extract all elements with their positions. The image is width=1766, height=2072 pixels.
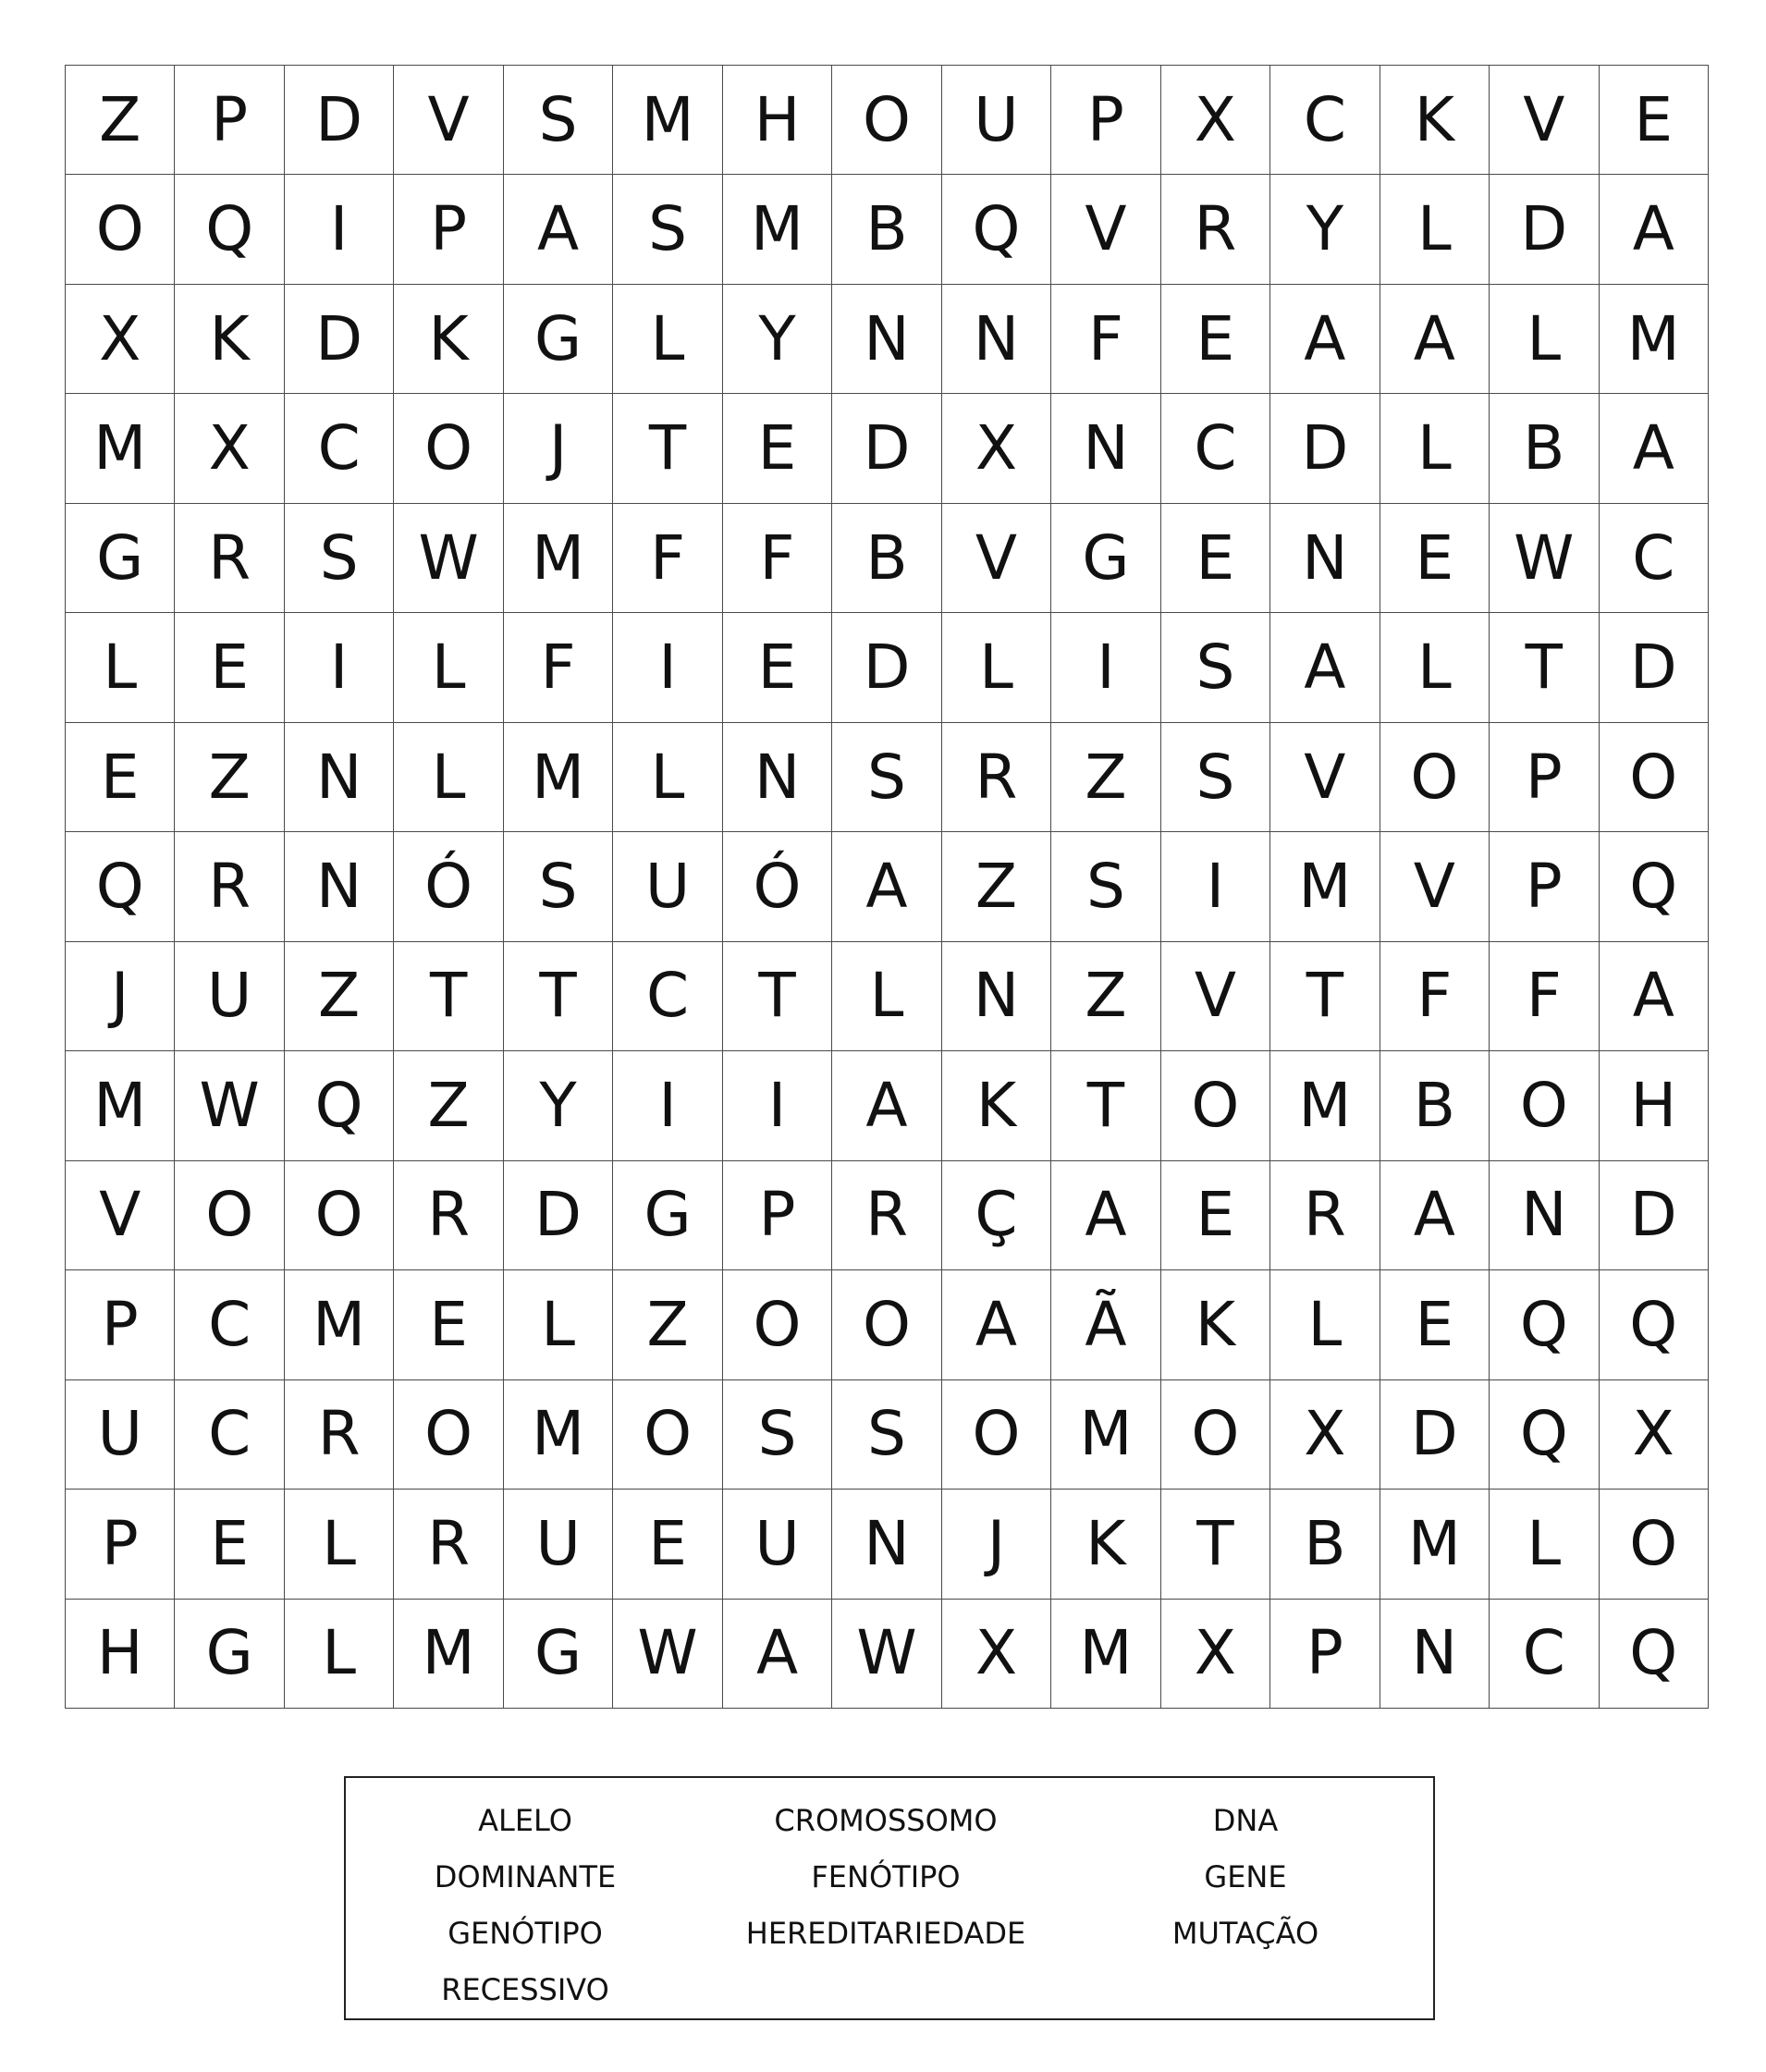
grid-cell[interactable]: K — [175, 285, 284, 394]
grid-cell[interactable]: S — [1161, 723, 1270, 832]
grid-cell[interactable]: R — [1161, 175, 1270, 284]
grid-cell[interactable]: A — [832, 1051, 941, 1160]
word-bank-column-2 — [710, 1793, 1061, 1962]
grid-cell[interactable]: O — [1161, 1051, 1270, 1160]
grid-cell[interactable]: P — [1490, 832, 1599, 941]
grid-cell[interactable]: N — [285, 723, 394, 832]
grid-cell[interactable]: H — [1600, 1051, 1709, 1160]
grid-cell[interactable]: B — [832, 175, 941, 284]
grid-cell[interactable]: E — [1600, 66, 1709, 175]
word-item: GENE — [1204, 1859, 1287, 1894]
grid-cell[interactable]: T — [394, 942, 503, 1051]
word-item: RECESSIVO — [441, 1972, 609, 2007]
word-bank — [344, 1776, 1435, 2020]
grid-cell[interactable]: E — [1161, 504, 1270, 613]
grid-cell[interactable]: D — [832, 613, 941, 722]
grid-cell[interactable]: K — [1161, 1270, 1270, 1379]
grid-cell[interactable]: D — [1270, 394, 1380, 503]
grid-cell[interactable]: T — [1051, 1051, 1160, 1160]
grid-cell[interactable]: R — [832, 1161, 941, 1270]
grid-cell[interactable]: N — [942, 285, 1051, 394]
grid-cell[interactable]: U — [942, 66, 1051, 175]
grid-cell[interactable]: L — [394, 613, 503, 722]
grid-cell[interactable]: T — [613, 394, 722, 503]
grid-cell[interactable]: D — [1380, 1380, 1490, 1490]
grid-cell[interactable]: R — [394, 1490, 503, 1599]
grid-cell[interactable]: Q — [1490, 1380, 1599, 1490]
grid-cell[interactable]: S — [504, 832, 613, 941]
grid-cell[interactable]: P — [1270, 1600, 1380, 1709]
grid-cell[interactable]: O — [175, 1161, 284, 1270]
grid-cell[interactable]: O — [1600, 1490, 1709, 1599]
grid-cell[interactable]: N — [832, 285, 941, 394]
grid-cell[interactable]: S — [285, 504, 394, 613]
grid-cell[interactable]: N — [1270, 504, 1380, 613]
grid-cell[interactable]: S — [613, 175, 722, 284]
grid-cell[interactable]: S — [723, 1380, 832, 1490]
grid-cell[interactable]: C — [1270, 66, 1380, 175]
grid-cell[interactable]: D — [832, 394, 941, 503]
grid-cell[interactable]: L — [1490, 1490, 1599, 1599]
word-item: DOMINANTE — [434, 1859, 617, 1894]
grid-cell[interactable]: N — [1051, 394, 1160, 503]
word-bank-column-1 — [346, 1793, 705, 2018]
grid-cell[interactable]: D — [285, 66, 394, 175]
grid-cell[interactable]: X — [1270, 1380, 1380, 1490]
grid-cell[interactable]: Q — [1600, 1600, 1709, 1709]
grid-cell[interactable]: O — [1380, 723, 1490, 832]
grid-cell[interactable]: R — [1270, 1161, 1380, 1270]
grid-cell[interactable]: G — [504, 285, 613, 394]
grid-cell[interactable]: T — [1490, 613, 1599, 722]
grid-cell[interactable]: E — [175, 613, 284, 722]
grid-cell[interactable]: Z — [175, 723, 284, 832]
grid-cell[interactable]: S — [1161, 613, 1270, 722]
grid-cell[interactable]: Q — [175, 175, 284, 284]
grid-cell[interactable]: G — [1051, 504, 1160, 613]
grid-cell[interactable]: C — [613, 942, 722, 1051]
grid-cell[interactable]: Y — [504, 1051, 613, 1160]
grid-cell[interactable]: L — [285, 1600, 394, 1709]
grid-cell[interactable]: S — [832, 723, 941, 832]
grid-cell[interactable]: L — [613, 285, 722, 394]
grid-cell[interactable]: N — [1490, 1161, 1599, 1270]
grid-cell[interactable]: O — [723, 1270, 832, 1379]
grid-cell[interactable]: F — [1490, 942, 1599, 1051]
grid-cell[interactable]: Z — [394, 1051, 503, 1160]
grid-cell[interactable]: L — [1380, 175, 1490, 284]
grid-cell[interactable]: L — [1380, 613, 1490, 722]
grid-cell[interactable]: M — [504, 504, 613, 613]
grid-cell[interactable]: J — [66, 942, 175, 1051]
grid-cell[interactable]: E — [1380, 504, 1490, 613]
grid-cell[interactable]: K — [1051, 1490, 1160, 1599]
grid-cell[interactable]: E — [1161, 285, 1270, 394]
grid-cell[interactable]: C — [285, 394, 394, 503]
grid-cell[interactable]: Q — [285, 1051, 394, 1160]
grid-cell[interactable]: E — [1161, 1161, 1270, 1270]
grid-cell[interactable]: M — [1380, 1490, 1490, 1599]
grid-cell[interactable]: M — [1600, 285, 1709, 394]
grid-cell[interactable]: O — [832, 1270, 941, 1379]
grid-cell[interactable]: A — [1270, 613, 1380, 722]
grid-cell[interactable]: X — [1600, 1380, 1709, 1490]
grid-cell[interactable]: E — [723, 394, 832, 503]
grid-cell[interactable]: Z — [1051, 942, 1160, 1051]
grid-cell[interactable]: A — [942, 1270, 1051, 1379]
grid-cell[interactable]: U — [175, 942, 284, 1051]
grid-cell[interactable]: V — [1380, 832, 1490, 941]
grid-cell[interactable]: U — [504, 1490, 613, 1599]
grid-cell[interactable]: E — [175, 1490, 284, 1599]
grid-cell[interactable]: K — [394, 285, 503, 394]
grid-cell[interactable]: J — [504, 394, 613, 503]
grid-cell[interactable]: R — [175, 832, 284, 941]
grid-cell[interactable]: P — [1051, 66, 1160, 175]
grid-cell[interactable]: O — [394, 394, 503, 503]
letter-grid — [65, 65, 1709, 1709]
grid-cell[interactable]: V — [1051, 175, 1160, 284]
grid-cell[interactable]: A — [504, 175, 613, 284]
grid-cell[interactable]: D — [1490, 175, 1599, 284]
grid-cell[interactable]: X — [942, 394, 1051, 503]
grid-cell[interactable]: X — [1161, 66, 1270, 175]
grid-cell[interactable]: N — [1380, 1600, 1490, 1709]
grid-cell[interactable]: Ã — [1051, 1270, 1160, 1379]
grid-cell[interactable]: C — [175, 1380, 284, 1490]
grid-cell[interactable]: A — [1051, 1161, 1160, 1270]
grid-cell[interactable]: O — [66, 175, 175, 284]
grid-cell[interactable]: W — [832, 1600, 941, 1709]
grid-cell[interactable]: D — [285, 285, 394, 394]
grid-cell[interactable]: I — [723, 1051, 832, 1160]
grid-cell[interactable]: Q — [1600, 832, 1709, 941]
grid-cell[interactable]: X — [942, 1600, 1051, 1709]
grid-cell[interactable]: S — [832, 1380, 941, 1490]
grid-cell[interactable]: M — [66, 394, 175, 503]
grid-cell[interactable]: U — [66, 1380, 175, 1490]
grid-cell[interactable]: Q — [1490, 1270, 1599, 1379]
grid-cell[interactable]: B — [1270, 1490, 1380, 1599]
grid-cell[interactable]: W — [175, 1051, 284, 1160]
grid-cell[interactable]: W — [613, 1600, 722, 1709]
grid-cell[interactable]: M — [1051, 1600, 1160, 1709]
grid-cell[interactable]: I — [285, 175, 394, 284]
grid-cell[interactable]: A — [723, 1600, 832, 1709]
grid-cell[interactable]: F — [723, 504, 832, 613]
grid-cell[interactable]: P — [394, 175, 503, 284]
grid-cell[interactable]: A — [832, 832, 941, 941]
grid-cell[interactable]: L — [1380, 394, 1490, 503]
grid-cell[interactable]: P — [175, 66, 284, 175]
grid-cell[interactable]: Z — [66, 66, 175, 175]
grid-cell[interactable]: M — [1270, 832, 1380, 941]
grid-cell[interactable]: F — [1051, 285, 1160, 394]
grid-cell[interactable]: D — [1600, 1161, 1709, 1270]
grid-cell[interactable]: M — [394, 1600, 503, 1709]
grid-cell[interactable]: M — [66, 1051, 175, 1160]
grid-cell[interactable]: M — [1270, 1051, 1380, 1160]
word-item: MUTAÇÃO — [1171, 1916, 1319, 1951]
grid-cell[interactable]: P — [66, 1270, 175, 1379]
grid-cell[interactable]: Ó — [723, 832, 832, 941]
grid-cell[interactable]: M — [613, 66, 722, 175]
grid-cell[interactable]: C — [1161, 394, 1270, 503]
grid-cell[interactable]: O — [942, 1380, 1051, 1490]
grid-cell[interactable]: X — [1161, 1600, 1270, 1709]
grid-cell[interactable]: Z — [285, 942, 394, 1051]
grid-cell[interactable]: V — [1490, 66, 1599, 175]
grid-cell[interactable]: W — [1490, 504, 1599, 613]
grid-cell[interactable]: Z — [942, 832, 1051, 941]
grid-cell[interactable]: I — [613, 1051, 722, 1160]
word-item: DNA — [1212, 1803, 1279, 1838]
grid-cell[interactable]: R — [175, 504, 284, 613]
grid-cell[interactable]: A — [1270, 285, 1380, 394]
grid-cell[interactable]: Q — [1600, 1270, 1709, 1379]
grid-cell[interactable]: A — [1600, 942, 1709, 1051]
word-item: ALELO — [478, 1803, 572, 1838]
grid-cell[interactable]: T — [723, 942, 832, 1051]
grid-cell[interactable]: C — [175, 1270, 284, 1379]
grid-cell[interactable]: L — [504, 1270, 613, 1379]
grid-cell[interactable]: G — [613, 1161, 722, 1270]
grid-cell[interactable]: M — [285, 1270, 394, 1379]
grid-cell[interactable]: N — [723, 723, 832, 832]
grid-cell[interactable]: O — [285, 1161, 394, 1270]
grid-cell[interactable]: U — [723, 1490, 832, 1599]
grid-cell[interactable]: Y — [723, 285, 832, 394]
word-bank-column-3 — [1070, 1793, 1421, 1962]
grid-cell[interactable]: D — [1600, 613, 1709, 722]
grid-cell[interactable]: K — [942, 1051, 1051, 1160]
grid-cell[interactable]: K — [1380, 66, 1490, 175]
grid-cell[interactable]: I — [613, 613, 722, 722]
grid-cell[interactable]: E — [1380, 1270, 1490, 1379]
grid-cell[interactable]: T — [1161, 1490, 1270, 1599]
grid-cell[interactable]: S — [504, 66, 613, 175]
grid-cell[interactable]: I — [1051, 613, 1160, 722]
grid-cell[interactable]: D — [504, 1161, 613, 1270]
grid-cell[interactable]: Ç — [942, 1161, 1051, 1270]
grid-cell[interactable]: Y — [1270, 175, 1380, 284]
grid-cell[interactable]: M — [723, 175, 832, 284]
grid-cell[interactable]: G — [504, 1600, 613, 1709]
grid-cell[interactable]: O — [613, 1380, 722, 1490]
grid-cell[interactable]: B — [1380, 1051, 1490, 1160]
word-item: CROMOSSOMO — [774, 1803, 998, 1838]
grid-cell[interactable]: C — [1600, 504, 1709, 613]
grid-cell[interactable]: X — [175, 394, 284, 503]
grid-cell[interactable]: L — [1270, 1270, 1380, 1379]
grid-cell[interactable]: G — [66, 504, 175, 613]
grid-cell[interactable]: E — [613, 1490, 722, 1599]
grid-cell[interactable]: Z — [613, 1270, 722, 1379]
grid-cell[interactable]: N — [942, 942, 1051, 1051]
grid-cell[interactable]: E — [394, 1270, 503, 1379]
grid-cell[interactable]: F — [613, 504, 722, 613]
grid-cell[interactable]: F — [1380, 942, 1490, 1051]
grid-cell[interactable]: Ó — [394, 832, 503, 941]
grid-cell[interactable]: I — [285, 613, 394, 722]
grid-cell[interactable]: T — [504, 942, 613, 1051]
grid-cell[interactable]: X — [66, 285, 175, 394]
grid-cell[interactable]: V — [394, 66, 503, 175]
grid-cell[interactable]: U — [613, 832, 722, 941]
grid-cell[interactable]: W — [394, 504, 503, 613]
grid-cell[interactable]: E — [723, 613, 832, 722]
grid-cell[interactable]: F — [504, 613, 613, 722]
grid-cell[interactable]: J — [942, 1490, 1051, 1599]
grid-cell[interactable]: L — [613, 723, 722, 832]
grid-cell[interactable]: B — [1490, 394, 1599, 503]
grid-cell[interactable]: P — [66, 1490, 175, 1599]
grid-cell[interactable]: A — [1600, 175, 1709, 284]
grid-cell[interactable]: H — [66, 1600, 175, 1709]
grid-cell[interactable]: C — [1490, 1600, 1599, 1709]
grid-cell[interactable]: G — [175, 1600, 284, 1709]
grid-cell[interactable]: A — [1380, 285, 1490, 394]
grid-cell[interactable]: P — [1490, 723, 1599, 832]
grid-cell[interactable]: M — [504, 1380, 613, 1490]
grid-cell[interactable]: M — [504, 723, 613, 832]
grid-cell[interactable]: R — [285, 1380, 394, 1490]
grid-cell[interactable]: Q — [942, 175, 1051, 284]
grid-cell[interactable]: A — [1600, 394, 1709, 503]
grid-cell[interactable]: O — [394, 1380, 503, 1490]
grid-cell[interactable]: R — [394, 1161, 503, 1270]
grid-cell[interactable]: Z — [1051, 723, 1160, 832]
grid-cell[interactable]: N — [832, 1490, 941, 1599]
grid-cell[interactable]: A — [1380, 1161, 1490, 1270]
grid-cell[interactable]: L — [285, 1490, 394, 1599]
grid-cell[interactable]: V — [66, 1161, 175, 1270]
grid-cell[interactable]: M — [1051, 1380, 1160, 1490]
grid-cell[interactable]: B — [832, 504, 941, 613]
grid-cell[interactable]: L — [942, 613, 1051, 722]
grid-cell[interactable]: V — [942, 504, 1051, 613]
grid-cell[interactable]: P — [723, 1161, 832, 1270]
grid-cell[interactable]: L — [66, 613, 175, 722]
grid-cell[interactable]: O — [1161, 1380, 1270, 1490]
word-item: HEREDITARIEDADE — [745, 1916, 1026, 1951]
word-item: GENÓTIPO — [448, 1916, 603, 1951]
grid-cell[interactable]: R — [942, 723, 1051, 832]
grid-cell[interactable]: S — [1051, 832, 1160, 941]
grid-cell[interactable]: I — [1161, 832, 1270, 941]
grid-cell[interactable]: N — [285, 832, 394, 941]
grid-cell[interactable]: V — [1270, 723, 1380, 832]
grid-cell[interactable]: E — [66, 723, 175, 832]
grid-cell[interactable]: L — [394, 723, 503, 832]
word-item: FENÓTIPO — [811, 1859, 961, 1894]
grid-cell[interactable]: O — [1490, 1051, 1599, 1160]
grid-cell[interactable]: T — [1270, 942, 1380, 1051]
grid-cell[interactable]: L — [1490, 285, 1599, 394]
grid-cell[interactable]: L — [832, 942, 941, 1051]
grid-cell[interactable]: Q — [66, 832, 175, 941]
grid-cell[interactable]: O — [832, 66, 941, 175]
grid-cell[interactable]: O — [1600, 723, 1709, 832]
grid-cell[interactable]: H — [723, 66, 832, 175]
grid-cell[interactable]: V — [1161, 942, 1270, 1051]
